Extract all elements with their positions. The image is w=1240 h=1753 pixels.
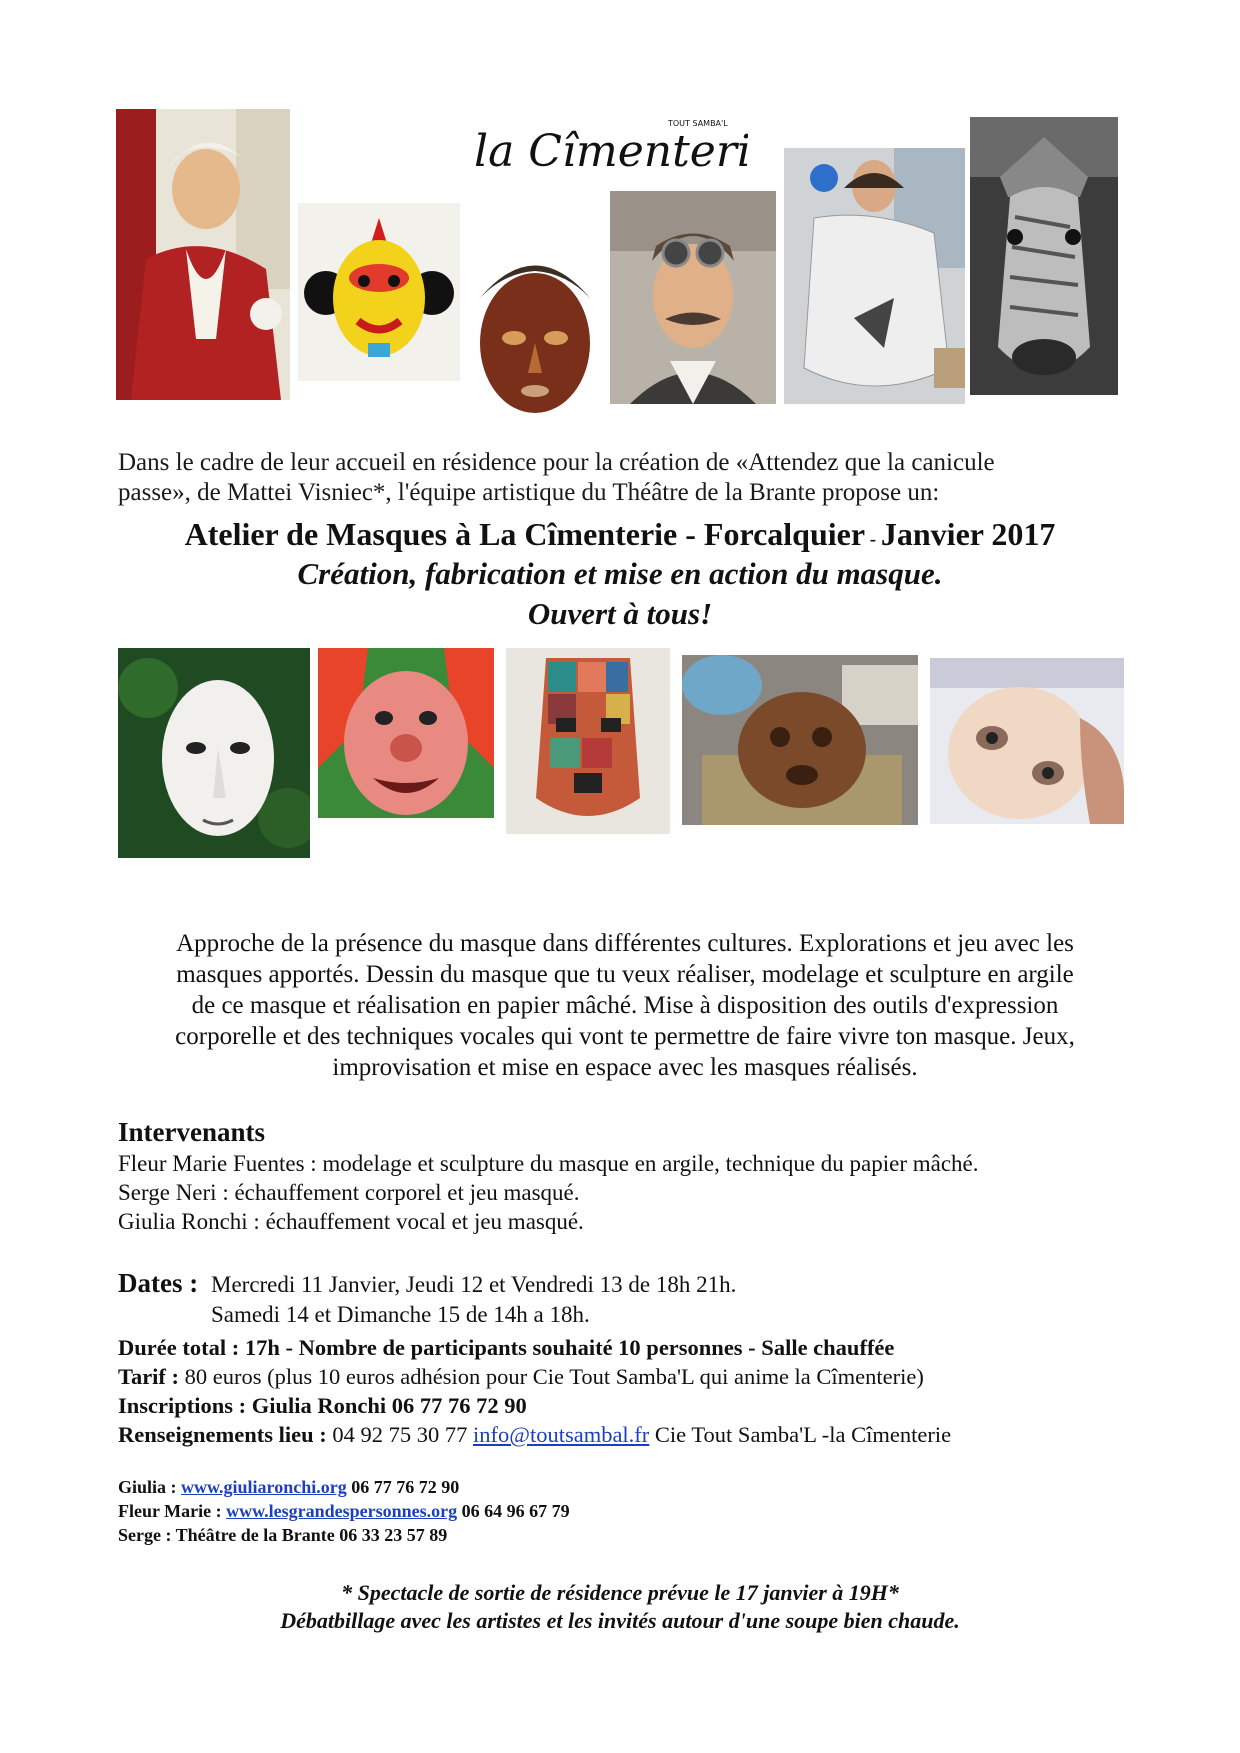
- approach-line-4: corporelle et des techniques vocales qui vont te permettre de faire vivre ton masque. Jeux,: [175, 1023, 1075, 1050]
- open-to-all: Ouvert à tous!: [527, 596, 713, 631]
- approach-line-3: de ce masque et réalisation en papier mâché. Mise à disposition des outils d'expression: [191, 992, 1059, 1019]
- intro-paragraph: [118, 448, 1128, 508]
- approach-paragraph: [120, 928, 1130, 1083]
- footer-note-1: * Spectacle de sortie de résidence prévue le 17 janvier à 19H*: [341, 1580, 899, 1605]
- intro-line-1: Dans le cadre de leur accueil en résidence pour la création de «Attendez que la canicule: [118, 449, 995, 476]
- intervenant-serge: Serge Neri : échauffement corporel et jeu masqué.: [118, 1180, 580, 1205]
- renseignements-phone: 04 92 75 30 77: [326, 1422, 473, 1447]
- workshop-title: [0, 516, 1240, 553]
- photo-african-mask: [466, 243, 604, 415]
- photo-horse-mask: [970, 117, 1118, 395]
- logo-badge: TOUT SAMBA'L: [668, 119, 728, 128]
- contact-giulia: [118, 1477, 459, 1498]
- approach-line-2: masques apportés. Dessin du masque que tu veux réaliser, modelage et sculpture en argile: [176, 961, 1074, 988]
- photo-paper-mask: [930, 658, 1124, 824]
- photo-rooster-mask: [298, 203, 460, 381]
- approach-line-5: improvisation et mise en espace avec les masques réalisés.: [332, 1054, 918, 1081]
- email-link[interactable]: info@toutsambal.fr: [472, 1422, 650, 1447]
- duration-info: Durée total : 17h - Nombre de participants souhaité 10 personnes - Salle chauffée: [118, 1335, 895, 1360]
- la-cimenterie-logo: [468, 108, 748, 198]
- inscriptions-info: Inscriptions : Giulia Ronchi 06 77 76 72 90: [118, 1393, 527, 1418]
- workshop-subtitle: Création, fabrication et mise en action du masque.: [297, 556, 943, 591]
- photo-aviator-mask: [610, 191, 776, 404]
- renseignements-rest: Cie Tout Samba'L -la Cîmenterie: [649, 1422, 952, 1447]
- fleur-marie-website-link[interactable]: www.lesgrandespersonnes.org: [226, 1501, 458, 1521]
- title-separator: -: [865, 529, 881, 550]
- intervenant-fleur-marie: Fleur Marie Fuentes : modelage et sculpture du masque en argile, technique du papier mâché.: [118, 1151, 979, 1176]
- tarif-info: [118, 1364, 924, 1390]
- giulia-website-link[interactable]: www.giuliaronchi.org: [181, 1477, 347, 1497]
- dates-label: Dates :: [118, 1268, 199, 1298]
- footer-note-2: Débatbillage avec les artistes et les invités autour d'une soupe bien chaude.: [280, 1608, 960, 1633]
- photo-white-mask: [118, 648, 310, 858]
- logo-text: la Cîmenterie: [474, 126, 748, 177]
- renseignements-label: Renseignements lieu :: [118, 1422, 327, 1447]
- photo-costumed-woman: [116, 109, 290, 400]
- photo-clown-mask: [318, 648, 494, 818]
- photo-clay-mask: [682, 655, 918, 825]
- contact-phone: 06 64 96 67 79: [457, 1501, 570, 1521]
- title-part-2: Janvier 2017: [880, 516, 1056, 552]
- approach-line-1: Approche de la présence du masque dans différentes cultures. Explorations et jeu avec les: [176, 930, 1074, 957]
- photo-mask-making: [784, 148, 965, 404]
- renseignements-info: [118, 1422, 951, 1448]
- dates-line-1: Mercredi 11 Janvier, Jeudi 12 et Vendredi 13 de 18h 21h.: [211, 1272, 737, 1297]
- intervenants-heading: Intervenants: [118, 1117, 265, 1147]
- tarif-value: 80 euros (plus 10 euros adhésion pour Cie Tout Samba'L qui anime la Cîmenterie): [179, 1364, 924, 1389]
- contact-label: Giulia :: [118, 1477, 182, 1497]
- dates-line-2: Samedi 14 et Dimanche 15 de 14h a 18h.: [211, 1302, 590, 1327]
- photo-mosaic-mask: [506, 648, 670, 834]
- contact-fleur-marie: [118, 1501, 570, 1522]
- intervenant-giulia: Giulia Ronchi : échauffement vocal et jeu masqué.: [118, 1209, 584, 1234]
- title-part-1: Atelier de Masques à La Cîmenterie - Forcalquier: [184, 516, 866, 552]
- contact-phone: 06 77 76 72 90: [346, 1477, 460, 1497]
- contact-label: Fleur Marie :: [118, 1501, 227, 1521]
- tarif-label: Tarif :: [118, 1364, 180, 1389]
- contact-serge: Serge : Théâtre de la Brante 06 33 23 57 89: [118, 1525, 448, 1545]
- intro-line-2: passe», de Mattei Visniec*, l'équipe artistique du Théâtre de la Brante propose un:: [118, 479, 940, 506]
